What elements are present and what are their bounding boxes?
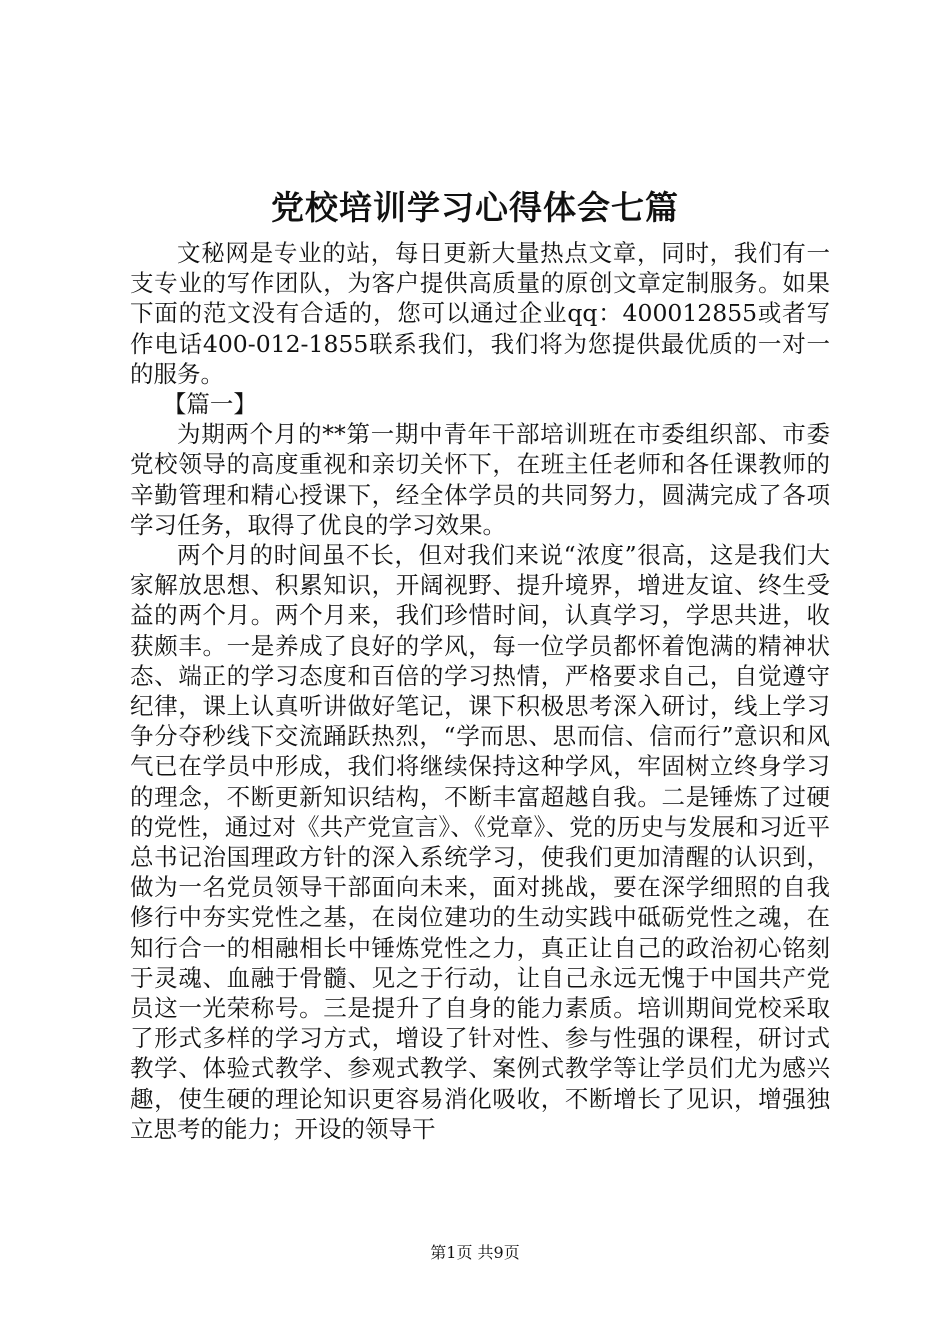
section-heading: 【篇一】: [162, 390, 257, 419]
body-paragraph: 两个月的时间虽不长，但对我们来说“浓度”很高，这是我们大家解放思想、积累知识，开阔视野、提升境界，增进友谊、终生受益的两个月。两个月来，我们珍惜时间，认真学习，学思共进，收获颇丰。一是养成了良好的学风，每一位学员都怀着饱满的精神状态、端正的学习态度和百倍的学习热情，严格要求自己，自觉遵守纪律，课上认真听讲做好笔记，课下积极思考深入研讨，线上学习争分夺秒线下交流踊跃热烈，“学而思、思而信、信而行”意识和风气已在学员中形成，我们将继续保持这种学风，牢固树立终身学习的理念，不断更新知识结构，不断丰富超越自我。二是锤炼了过硬的党性，通过对《共产党宣言》、《党章》、党的历史与发展和习近平总书记治国理政方针的深入系统学习，使我们更加清醒的认识到，做为一名党员领导干部面向未来，面对挑战，要在深学细照的自我修行中夯实党性之基，在岗位建功的生动实践中砥砺党性之魂，在知行合一的相融相长中锤炼党性之力，真正让自己的政治初心铭刻于灵魂、血融于骨髓、见之于行动，让自己永远无愧于中国共产党员这一光荣称号。三是提升了自身的能力素质。培训期间党校采取了形式多样的学习方式，增设了针对性、参与性强的课程，研讨式教学、体验式教学、参观式教学、案例式教学等让学员们尤为感兴趣，使生硬的理论知识更容易消化吸收，不断增长了见识，增强独立思考的能力；开设的领导干: [130, 541, 830, 1143]
page-title: 党校培训学习心得体会七篇: [271, 188, 679, 227]
body-paragraph: 为期两个月的**第一期中青年干部培训班在市委组织部、市委党校领导的高度重视和亲切关怀下，在班主任老师和各任课教师的辛勤管理和精心授课下，经全体学员的共同努力，圆满完成了各项学习任务，取得了优良的学习效果。: [130, 420, 830, 539]
intro-paragraph: 文秘网是专业的站，每日更新大量热点文章，同时，我们有一支专业的写作团队，为客户提供高质量的原创文章定制服务。如果下面的范文没有合适的，您可以通过企业qq：400012855或者写作电话400-012-1855联系我们，我们将为您提供最优质的一对一的服务。: [130, 239, 830, 388]
document-body: [130, 238, 830, 1144]
page-number: 第1页 共9页: [430, 1243, 520, 1262]
